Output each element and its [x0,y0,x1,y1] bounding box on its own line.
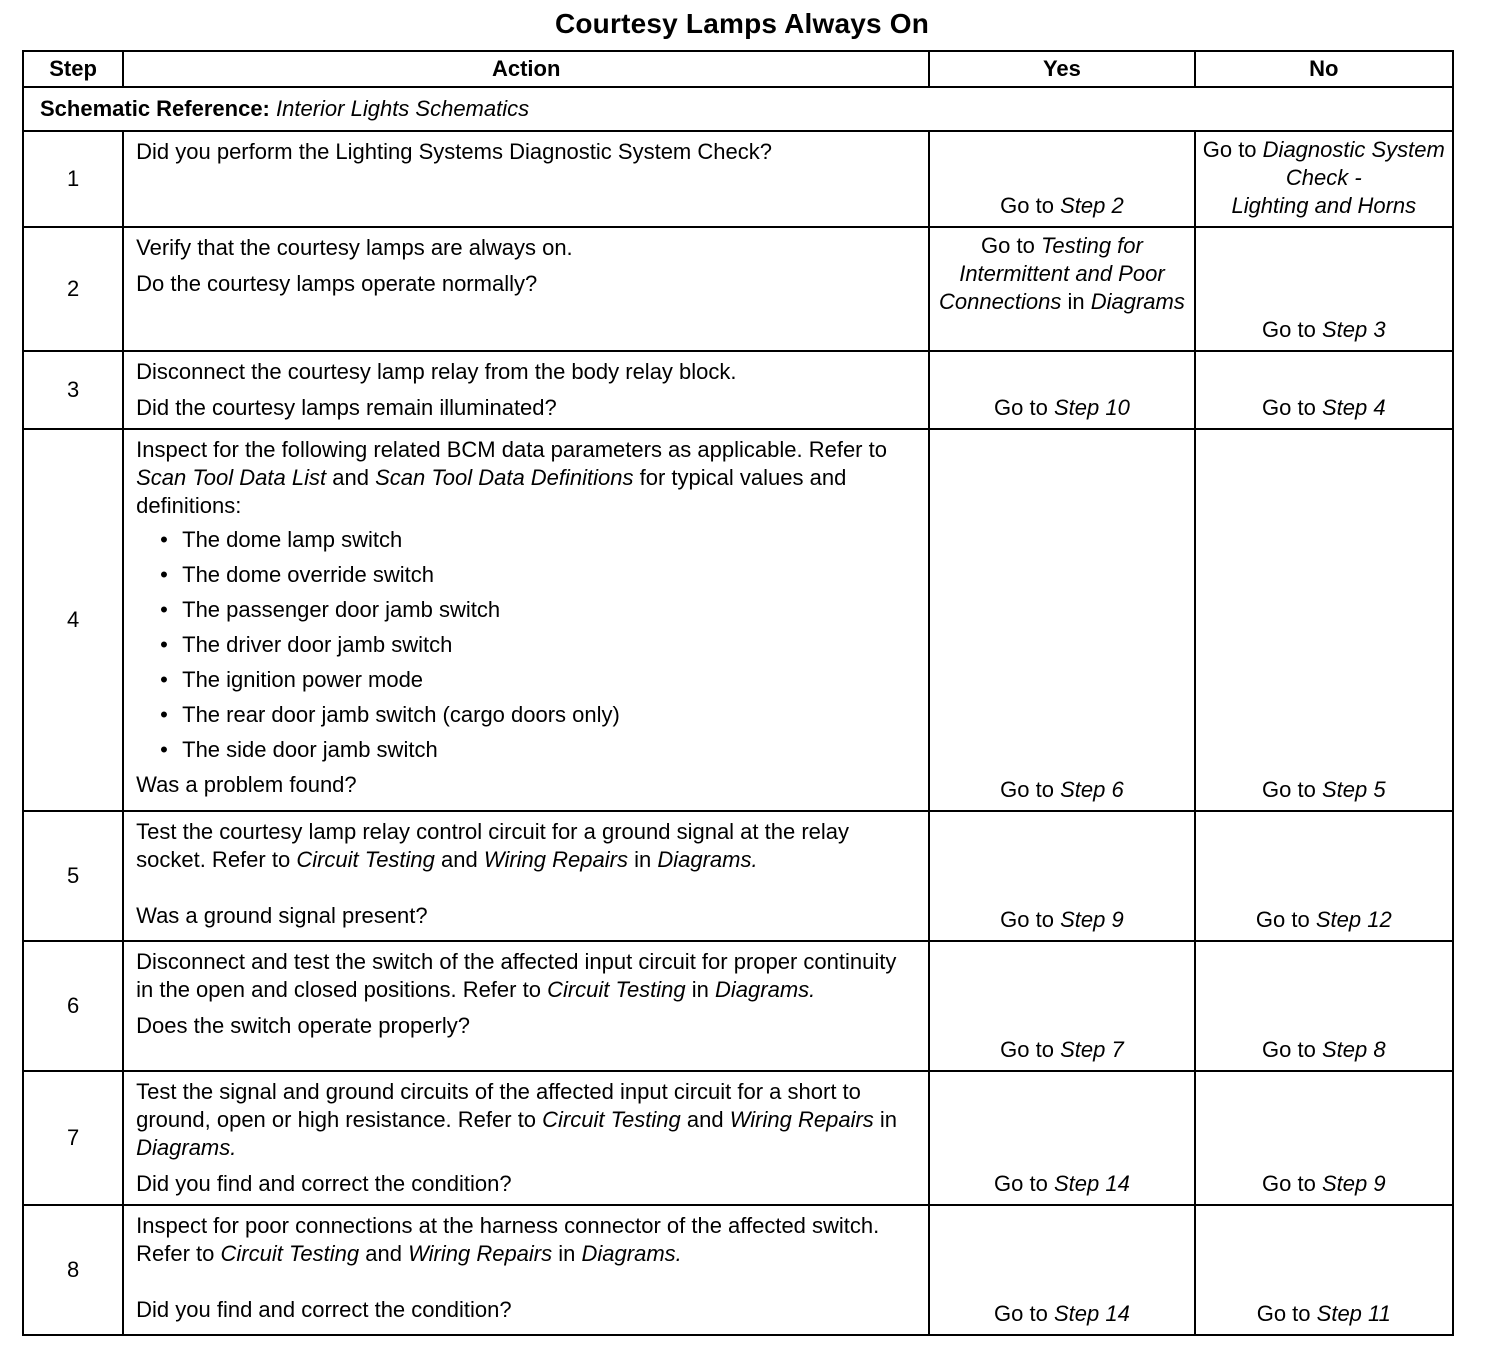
yes-cell [929,351,1194,429]
no-link[interactable]: Step 8 [1321,1037,1386,1062]
no-link[interactable]: Step 4 [1321,395,1386,420]
instruction-text: Inspect for the following related BCM data parameters as applicable. Refer to [136,437,887,462]
no-link[interactable]: Step 3 [1321,317,1386,342]
schematic-label: Schematic Reference: [40,96,270,121]
header-yes: Yes [929,51,1194,87]
step-instruction [136,818,918,874]
and-text: and [365,1241,402,1266]
table-row [23,1205,1453,1335]
step-number: 6 [23,941,123,1071]
header-row [23,51,1453,87]
yes-cell [929,429,1194,811]
spacer [136,1268,918,1296]
no-link[interactable]: Diagnostic System Check - [1262,137,1445,190]
ref-link[interactable]: Scan Tool Data Definitions [375,465,634,490]
go-to-text: Go to [1262,777,1316,802]
instruction-text: Disconnect and test the switch of the affected input circuit for proper continuity in the open and closed positions. Refer to [136,949,897,1002]
no-link[interactable]: Step 11 [1316,1301,1391,1326]
step-number: 3 [23,351,123,429]
list-item: • The dome lamp switch [182,526,918,554]
ref-link[interactable]: Wiring Repairs [729,1107,874,1132]
ref-link[interactable]: Diagrams. [715,977,816,1002]
step-action [123,941,929,1071]
step-instruction [136,1078,918,1162]
go-to-text: Go to [1000,1037,1054,1062]
step-instruction [136,948,918,1004]
spacer [136,874,918,902]
and-text: and [332,465,369,490]
ref-link[interactable]: Wiring Repairs [483,847,628,872]
instruction-text: Test the courtesy lamp relay control circuit for a ground signal at the relay socket. Refer to [136,819,850,872]
no-link-cont[interactable]: Lighting and Horns [1231,193,1417,218]
yes-link[interactable]: Step 2 [1060,193,1124,218]
yes-link-diagrams[interactable]: Diagrams [1090,289,1185,314]
no-cell [1195,1071,1453,1205]
ref-link[interactable]: Wiring Repairs [408,1241,553,1266]
step-number: 2 [23,227,123,351]
step-instruction: Verify that the courtesy lamps are always on. [136,235,573,260]
no-link[interactable]: Step 12 [1315,907,1392,932]
step-number: 8 [23,1205,123,1335]
go-to-text: Go to [1262,395,1316,420]
step-number: 7 [23,1071,123,1205]
go-to-text: Go to [1202,137,1257,162]
diagnostic-table [22,50,1454,1336]
go-to-text: Go to [1256,1301,1311,1326]
yes-link[interactable]: Testing for Intermittent and Poor Connections [939,233,1165,314]
step-question: Was a problem found? [136,772,357,797]
table-row [23,429,1453,811]
table-row [23,131,1453,227]
step-question: Does the switch operate properly? [136,1013,470,1038]
step-question: Did you find and correct the condition? [136,1297,512,1322]
instruction-text: Inspect for poor connections at the harness connector of the affected switch. Refer to [136,1213,880,1266]
yes-link[interactable]: Step 6 [1060,777,1124,802]
list-item: • The dome override switch [182,561,918,589]
no-cell [1195,1205,1453,1335]
ref-link[interactable]: Diagrams. [581,1241,682,1266]
in-text: in [634,847,652,872]
yes-link[interactable]: Step 14 [1053,1301,1130,1326]
no-cell [1195,227,1453,351]
step-action [123,811,929,941]
step-instruction: Disconnect the courtesy lamp relay from the body relay block. [136,359,737,384]
yes-cell [929,941,1194,1071]
go-to-text: Go to [1255,907,1310,932]
schematic-row [23,87,1453,131]
table-row [23,227,1453,351]
yes-cell [929,227,1194,351]
step-instruction [136,1212,918,1268]
step-action [123,227,929,351]
yes-cell [929,1071,1194,1205]
step-number: 4 [23,429,123,811]
go-to-text: Go to [994,1171,1048,1196]
step-question: Did the courtesy lamps remain illuminated? [136,395,557,420]
yes-cell [929,1205,1194,1335]
step-instruction [136,436,918,520]
and-text: and [686,1107,724,1132]
go-to-text: Go to [994,395,1048,420]
in-text: in [879,1107,898,1132]
go-to-text: Go to [1000,777,1054,802]
go-to-text: Go to [994,1301,1048,1326]
step-action [123,1071,929,1205]
step-action [123,351,929,429]
yes-link[interactable]: Step 10 [1053,395,1130,420]
go-to-text: Go to [981,233,1035,258]
ref-link[interactable]: Diagrams. [136,1135,237,1160]
table-row [23,941,1453,1071]
step-question: Did you perform the Lighting Systems Diagnostic System Check? [136,139,772,164]
schematic-reference [23,87,1453,131]
no-link[interactable]: Step 5 [1321,777,1386,802]
yes-link[interactable]: Step 7 [1060,1037,1124,1062]
step-action [123,429,929,811]
list-item: • The ignition power mode [182,666,918,694]
no-link[interactable]: Step 9 [1321,1171,1386,1196]
in-text: in [1067,289,1085,314]
go-to-text: Go to [1262,1171,1316,1196]
step-question: Was a ground signal present? [136,903,428,928]
list-item: • The side door jamb switch [182,736,918,764]
instruction-text: for typical values and definitions: [136,465,847,518]
go-to-text: Go to [1000,907,1054,932]
table-row [23,1071,1453,1205]
yes-cell [929,131,1194,227]
ref-link[interactable]: Diagrams. [657,847,758,872]
list-item: • The passenger door jamb switch [182,596,918,624]
go-to-text: Go to [1262,317,1316,342]
list-item: • The driver door jamb switch [182,631,918,659]
yes-cell [929,811,1194,941]
go-to-text: Go to [1000,193,1054,218]
header-action: Action [123,51,929,87]
ref-link[interactable]: Circuit Testing [296,847,435,872]
go-to-text: Go to [1262,1037,1316,1062]
in-text: in [558,1241,576,1266]
step-number: 5 [23,811,123,941]
step-action [123,131,929,227]
no-cell [1195,351,1453,429]
table-row [23,351,1453,429]
table-row [23,811,1453,941]
step-question: Did you find and correct the condition? [136,1171,512,1196]
yes-link[interactable]: Step 14 [1053,1171,1130,1196]
schematic-link[interactable]: Interior Lights Schematics [276,96,530,121]
step-number: 1 [23,131,123,227]
no-cell [1195,131,1453,227]
no-cell [1195,429,1453,811]
header-step: Step [23,51,123,87]
no-cell [1195,811,1453,941]
step-action [123,1205,929,1335]
and-text: and [441,847,478,872]
header-no: No [1195,51,1453,87]
in-text: in [691,977,709,1002]
ref-link[interactable]: Circuit Testing [542,1107,681,1132]
step-question: Do the courtesy lamps operate normally? [136,271,538,296]
ref-link[interactable]: Circuit Testing [220,1241,360,1266]
instruction-text: Test the signal and ground circuits of the affected input circuit for a short to ground, open or high resistance. Refer to [136,1079,861,1132]
no-cell [1195,941,1453,1071]
page-title: Courtesy Lamps Always On [554,8,930,39]
yes-link[interactable]: Step 9 [1060,907,1124,932]
parameter-list [136,526,918,764]
list-item: • The rear door jamb switch (cargo doors only) [182,701,918,729]
ref-link[interactable]: Scan Tool Data List [136,465,327,490]
ref-link[interactable]: Circuit Testing [547,977,686,1002]
